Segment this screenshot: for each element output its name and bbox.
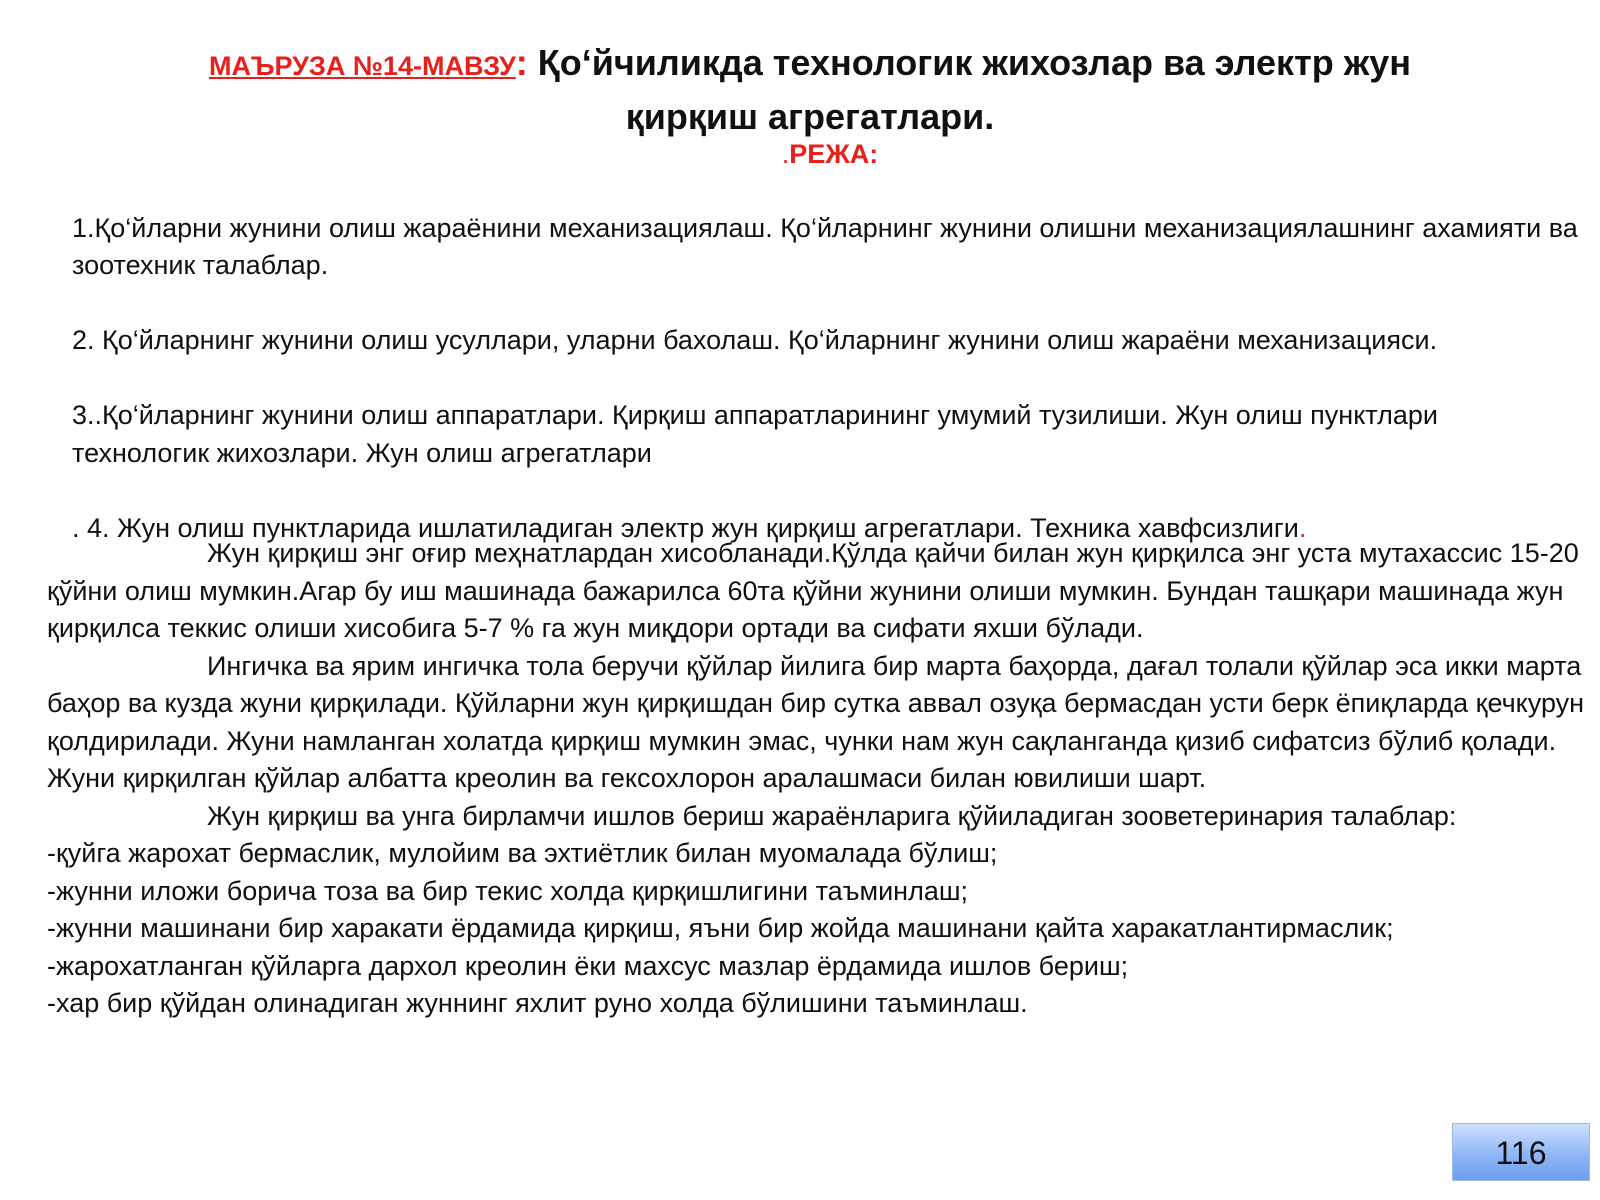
plan-heading-text: РЕЖА: <box>789 139 879 169</box>
page-number-badge: 116 <box>1452 1123 1590 1181</box>
requirement-item-5: -хар бир қўйдан олинадиган жуннинг яхлит руно холда бўлишини таъминлаш. <box>47 988 1028 1018</box>
lecture-colon: : <box>515 42 528 83</box>
requirement-item-4: -жарохатланган қўйларга дархол креолин ёки махсус мазлар ёрдамида ишлов бериш; <box>47 950 1129 981</box>
requirement-item-2: -жунни иложи борича тоза ва бир текис холда қирқишлигини таъминлаш; <box>47 875 969 906</box>
body-paragraph-2: Ингичка ва ярим ингичка тола беручи қўйлар йилига бир марта баҳорда, дағал толали қўйлар эса икки марта баҳор ва кузда жуни қирқилади. Қўйларни жун қирқишдан бир сутка аввал озуқа бермасдан усти берк ёпиқларда қечкурун қолдирилади. Жуни намланган холатда қирқиш мумкин эмас, чунки нам жун сақланганда қизиб сифатсиз бўлиб қолади. Жуни қирқилган қўйлар албатта креолин ва гексохлорон аралашмаси билан ювилиши шарт. <box>47 650 1585 793</box>
requirement-item-3: -жунни машинани бир харакати ёрдамида қирқиш, яъни бир жойда машинани қайта харакатлантирмаслик; <box>47 913 1394 943</box>
title-block <box>40 40 1580 148</box>
requirements-intro: Жун қирқиш ва унга бирламчи ишлов бериш жараёнларига қўйиладиган зооветеринария талаблар: <box>207 800 1457 831</box>
plan-list <box>72 172 1582 585</box>
plan-item-4-end: . <box>1298 512 1307 543</box>
plan-item-3: 3..Қо‘йларнинг жунини олиш аппаратлари. Қирқиш аппаратларининг умумий тузилиши. Жун олиш пунктлари технологик жихозлари. Жун олиш агрегатлари <box>72 400 1438 468</box>
plan-item-2: 2. Қо‘йларнинг жунини олиш усуллари, уларни бахолаш. Қо‘йларнинг жунини олиш жараёни механизацияси. <box>72 325 1438 355</box>
title-line-2: қирқиш агрегатлари <box>625 96 985 137</box>
lecture-label: МАЪРУЗА №14-МАВЗУ <box>209 51 516 81</box>
plan-item-1: 1.Қо‘йларни жунини олиш жараёнини механизациялаш. Қо‘йларнинг жунини олишни механизациялашнинг ахамияти ва зоотехник талаблар. <box>72 212 1578 280</box>
title-line-1: Қо‘йчиликда технологик жихозлар ва электр жун <box>527 42 1411 83</box>
plan-item-4-text: . 4. Жун олиш пунктларида ишлатиладиган электр жун қирқиш агрегатлари. Техника хавфсизлиги <box>72 512 1299 543</box>
plan-heading-dot: . <box>781 139 790 169</box>
requirement-item-1: -қуйга жарохат бермаслик, мулойим ва эхтиётлик билан муомалада бўлиш; <box>47 838 998 868</box>
body-paragraph-1: Жун қирқиш энг оғир меҳнатлардан хисобланади.Қўлда қайчи билан жун қирқилса энг уста мутахассис 15-20 қўйни олиш мумкин.Агар бу иш машинада бажарилса 60та қўйни жунини олиши мумкин. Бундан ташқари машинада жун қирқилса теккис олиши хисобига 5-7 % га жун миқдори ортади ва сифати яхши бўлади. <box>47 538 1579 643</box>
plan-heading <box>40 137 1600 171</box>
title-period: . <box>984 96 995 137</box>
body-text <box>47 535 1587 1023</box>
